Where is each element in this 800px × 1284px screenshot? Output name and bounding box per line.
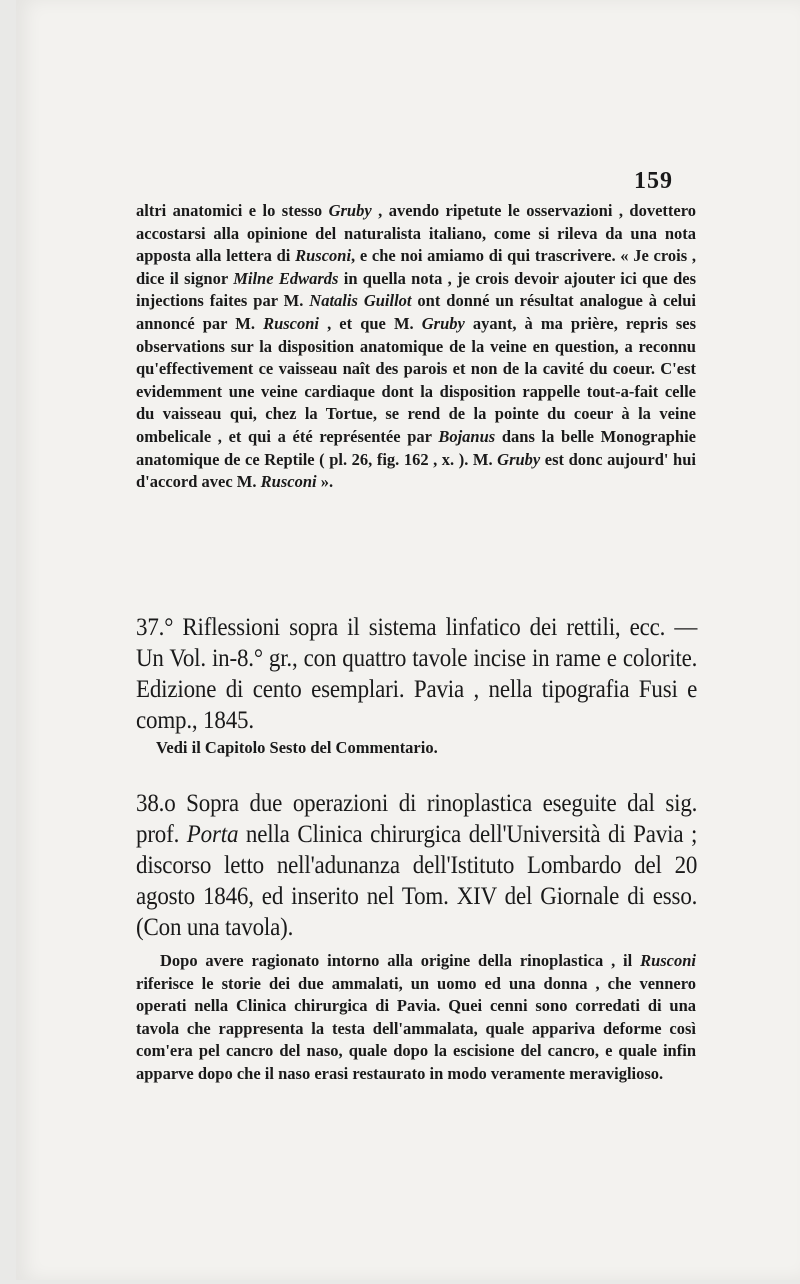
- name-gruby: Gruby: [497, 449, 541, 469]
- text-run: ».: [316, 472, 334, 492]
- text-run: , e che noi amiamo di qui trascrivere. « Je crois , dice il signor: [136, 246, 696, 288]
- text-run: Dopo avere ragionato intorno alla origine della rinoplastica , il: [160, 951, 641, 970]
- name-rusconi: Rusconi: [640, 951, 696, 970]
- text-run: est donc aujourd' hui d'accord avec M.: [136, 449, 696, 492]
- entry-37-note: Vedi il Capitolo Sesto del Commentario.: [156, 738, 438, 757]
- name-rusconi: Rusconi: [263, 313, 320, 333]
- text-run: riferisce le storie dei due ammalati, un uomo ed una donna , che vennero operati nella Clinica chirurgica di Pavia. Quei cenni sono corredati di una tavola che rappresenta la testa dell'ammalata, quale appariva deforme così com'era pel cancro del naso, quale dopo la escisione del cancro, e quale infin apparve dopo che il naso erasi restaurato in modo veramente meraviglioso.: [136, 973, 696, 1083]
- text-run: altri anatomici e lo stesso: [136, 201, 329, 220]
- name-rusconi: Rusconi: [295, 246, 352, 266]
- text-run: 38.o Sopra due operazioni di rinoplastica eseguite dal sig. prof.: [136, 790, 698, 848]
- name-milne-edwards: Milne Edwards: [233, 268, 339, 288]
- name-gruby: Gruby: [421, 313, 465, 333]
- entry-37-heading: 37.° Riflessioni sopra il sistema linfatico dei rettili, ecc. — Un Vol. in-8.° gr., con quattro tavole incise in rame e colorite. Edizione di cento esemplari. Pavia , nella tipografia Fusi e comp., 1845.: [136, 614, 698, 734]
- entry-38-paragraph: [136, 950, 696, 1086]
- text-run: , et que M.: [319, 313, 422, 333]
- name-gruby: Gruby: [328, 201, 372, 220]
- name-bojanus: Bojanus: [438, 426, 496, 446]
- name-rusconi: Rusconi: [260, 472, 317, 492]
- entry-38-heading: [136, 788, 697, 943]
- text-run: , avendo ripetute le osservazioni , dovettero accostarsi alla opinione del naturalista italiano, come si rileva da una nota apposta alla lettera di: [136, 201, 696, 266]
- paragraph-rusconi-letter: [136, 200, 696, 494]
- paragraph-text: [136, 200, 696, 494]
- text-run: nella Clinica chirurgica dell'Università di Pavia ; discorso letto nell'adunanza dell'Istituto Lombardo del 20 agosto 1846, ed inserito nel Tom. XIV del Giornale di esso. (Con una tavola).: [136, 821, 698, 941]
- text-run: ayant, à ma prière, repris ses observations sur la disposition anatomique de la veine en question, a reconnu qu'effectivement ce vaisseau naît des parois et non de la cavité du coeur. C'est evidemment une veine cardiaque dont la disposition rappelle tout-a-fait celle du vaisseau qui, chez la Tortue, se rend de la pointe du coeur à la veine ombelicale , et qui a été représentée par: [136, 313, 696, 446]
- text-run: in quella nota , je crois devoir ajouter ici que des injections faites par M.: [136, 268, 696, 311]
- text-run: ont donné un résultat analogue à celui annoncé par M.: [136, 291, 696, 333]
- name-natalis-guillot: Natalis Guillot: [309, 291, 412, 311]
- name-porta: Porta: [186, 821, 239, 848]
- page-number: 159: [634, 168, 673, 194]
- paragraph-text: [136, 950, 696, 1086]
- book-page: [16, 0, 800, 1280]
- text-run: dans la belle Monographie anatomique de ce Reptile ( pl. 26, fig. 162 , x. ). M.: [136, 426, 696, 469]
